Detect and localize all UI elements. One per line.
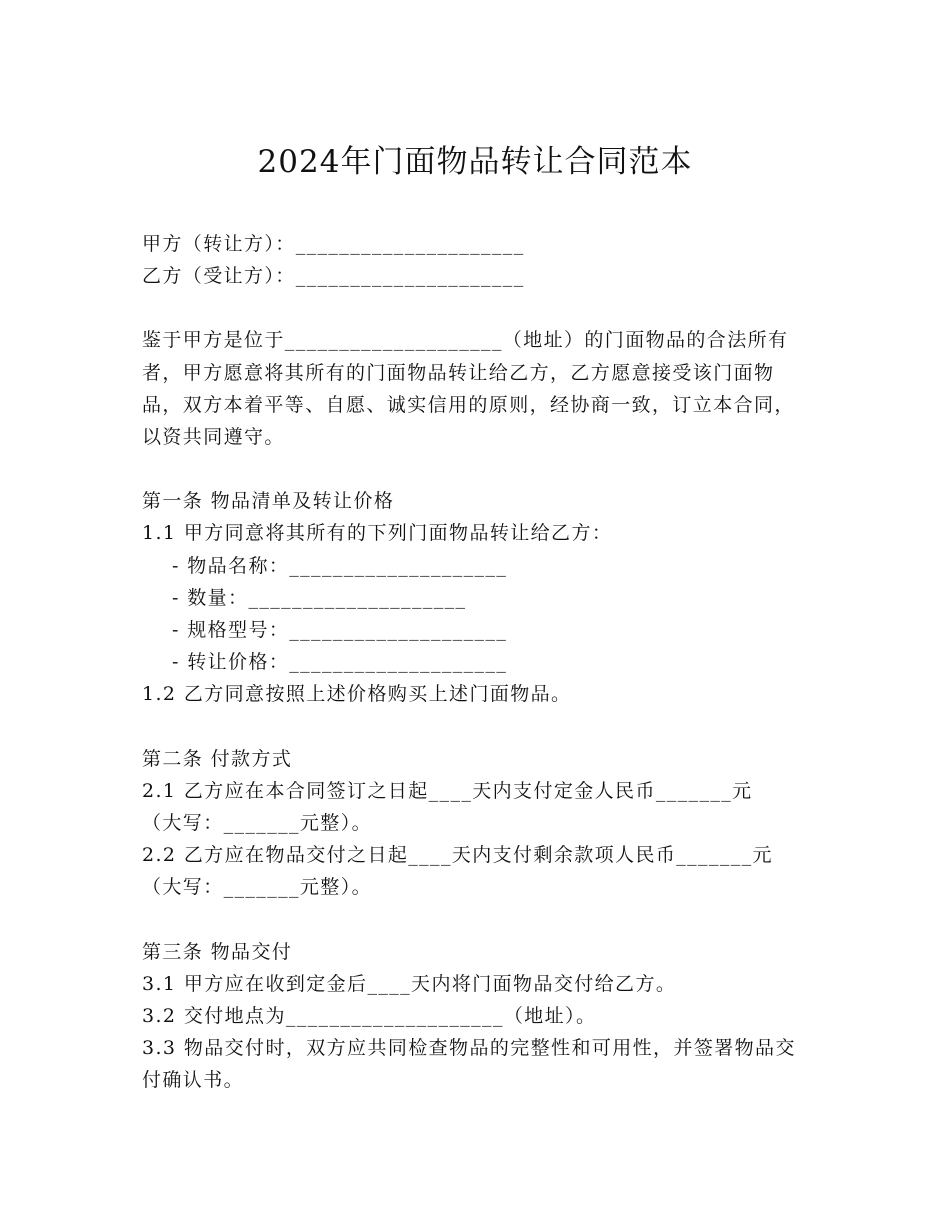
spacer xyxy=(142,292,812,324)
preamble-paragraph: 鉴于甲方是位于____________________（地址）的门面物品的合法所有者，甲方愿意将其所有的门面物品转让给乙方，乙方愿意接受该门面物品，双方本着平等、自愿、诚实信用的原则，经协商一致，订立本合同，以资共同遵守。 xyxy=(142,329,795,449)
clause-2-1-line-2: （大写：_______元整）。 xyxy=(142,812,373,835)
party-b-line: 乙方（受让方）：_____________________ xyxy=(142,265,525,288)
spacer xyxy=(142,453,812,485)
document-body xyxy=(142,228,812,1097)
clause-2-2-line-1: 2.2 乙方应在物品交付之日起____天内支付剩余款项人民币_______元 xyxy=(142,844,773,867)
clause-3-1: 3.1 甲方应在收到定金后____天内将门面物品交付给乙方。 xyxy=(142,972,677,995)
spacer xyxy=(142,711,812,743)
item-spec-line: - 规格型号：____________________ xyxy=(172,619,508,642)
item-name-line: - 物品名称：____________________ xyxy=(172,554,508,577)
article-1-heading: 第一条 物品清单及转让价格 xyxy=(142,490,395,513)
spacer xyxy=(142,904,812,936)
party-a-line: 甲方（转让方）：_____________________ xyxy=(142,233,525,255)
document-title: 2024年门面物品转让合同范本 xyxy=(257,144,693,180)
item-quantity-line: - 数量：____________________ xyxy=(172,586,467,609)
clause-3-3: 3.3 物品交付时，双方应共同检查物品的完整性和可用性，并签署物品交付确认书。 xyxy=(142,1037,796,1092)
clause-1-1: 1.1 甲方同意将其所有的下列门面物品转让给乙方： xyxy=(142,522,613,545)
clause-3-2: 3.2 交付地点为____________________（地址）。 xyxy=(142,1005,597,1028)
article-2-heading: 第二条 付款方式 xyxy=(142,747,293,770)
clause-2-1-line-1: 2.1 乙方应在本合同签订之日起____天内支付定金人民币_______元 xyxy=(142,779,753,802)
item-price-line: - 转让价格：____________________ xyxy=(172,651,508,674)
clause-2-2-line-2: （大写：_______元整）。 xyxy=(142,876,373,899)
clause-1-2: 1.2 乙方同意按照上述价格购买上述门面物品。 xyxy=(142,683,572,706)
article-3-heading: 第三条 物品交付 xyxy=(142,940,293,963)
